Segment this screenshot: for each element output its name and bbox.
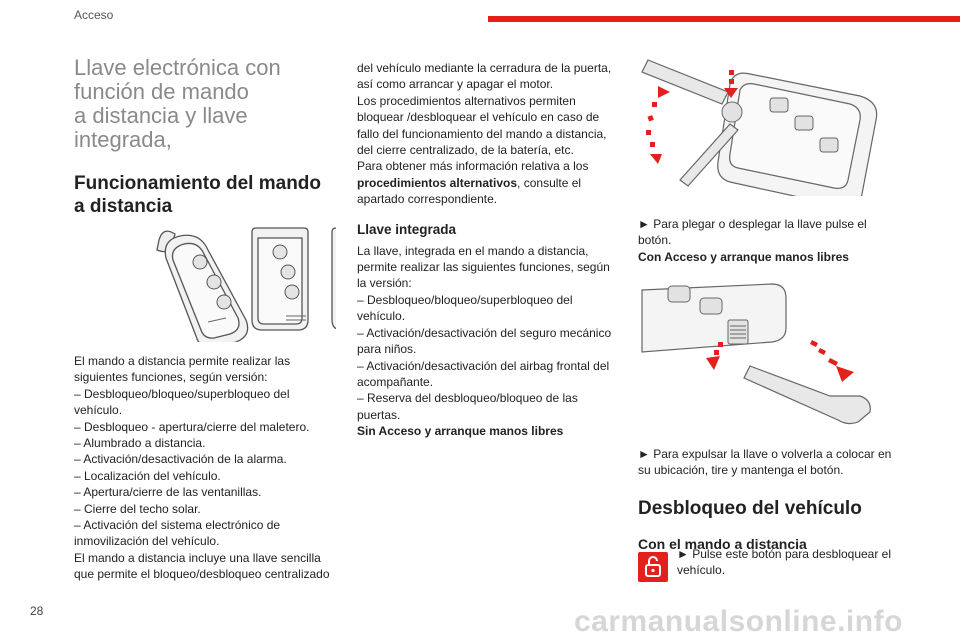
text-line: – Activación/desactivación de la alarma. (74, 452, 287, 467)
remote-keys-illustration (80, 222, 336, 342)
text-line: – Desbloqueo/bloqueo/superbloqueo del (74, 386, 290, 401)
open-padlock-icon (638, 552, 668, 582)
remote-functions-text (74, 353, 344, 583)
text-line: – Cierre del techo solar. (74, 501, 201, 516)
bold-subheading: Con Acceso y arranque manos libres (638, 249, 849, 264)
column-2 (357, 60, 619, 440)
text-line: ► Para plegar o desplegar la llave pulse el (638, 217, 867, 231)
paragraph (677, 546, 917, 579)
text-line: su ubicación, tire y mantenga el botón. (638, 463, 844, 478)
text-line: que permite el bloqueo/desbloqueo centralizado (74, 567, 330, 582)
text-line: Para obtener más información relativa a los (357, 159, 589, 174)
bold-term: procedimientos alternativos (357, 175, 518, 190)
paragraph (638, 446, 908, 479)
text-line: vehículo. (357, 309, 406, 324)
heading-line: a distancia (74, 196, 173, 217)
section-heading-unlock: Desbloqueo del vehículo (638, 497, 862, 519)
text-line: permite realizar las siguientes funciones, según (357, 260, 610, 275)
text-line: vehículo. (677, 563, 726, 578)
text-line: la versión: (357, 276, 412, 291)
page-number: 28 (30, 604, 44, 618)
step-eject-key (638, 446, 908, 552)
text-line: – Activación/desactivación del airbag frontal del (357, 358, 610, 373)
section-heading-integrated-key: Llave integrada (357, 221, 457, 237)
text-fragment: , consulte el (517, 175, 582, 190)
text-line: – Reserva del desbloqueo/bloqueo de las (357, 391, 578, 406)
text-line: para niños. (357, 342, 417, 357)
text-line: – Activación del sistema electrónico de (74, 518, 281, 533)
text-line: La llave, integrada en el mando a distancia, (357, 243, 589, 258)
text-line: puertas. (357, 407, 401, 422)
paragraph (74, 353, 344, 583)
paragraph (638, 216, 908, 265)
text-line: – Desbloqueo/bloqueo/superbloqueo del (357, 292, 573, 307)
section-heading-remote (74, 172, 336, 218)
unlock-icon (638, 552, 668, 582)
folding-key-illustration (640, 56, 890, 196)
text-line: ► Pulse este botón para desbloquear el (677, 547, 892, 561)
text-line: – Desbloqueo - apertura/cierre del maletero. (74, 419, 310, 434)
text-line: inmovilización del vehículo. (74, 534, 220, 549)
text-line: botón. (638, 233, 672, 248)
text-line: acompañante. (357, 374, 434, 389)
text-line: – Alumbrado a distancia. (74, 436, 206, 451)
text-line: ► Para expulsar la llave o volverla a colocar en (638, 447, 892, 461)
title-line: a distancia y llave (74, 103, 248, 128)
text-line: del vehículo mediante la cerradura de la puerta, (357, 61, 612, 75)
text-line: siguientes funciones, según versión: (74, 370, 268, 385)
text-line (357, 175, 619, 191)
text-line: del cierre centralizado, de la batería, etc. (357, 143, 574, 158)
text-line: – Apertura/cierre de las ventanillas. (74, 485, 262, 500)
text-line: – Localización del vehículo. (74, 468, 221, 483)
step-fold-key (638, 216, 908, 265)
heading-line: Funcionamiento del mando (74, 173, 322, 194)
title-line: Llave electrónica con (74, 55, 281, 80)
text-line: así como arrancar y apagar el motor. (357, 77, 554, 92)
header-section: Acceso (74, 8, 114, 22)
paragraph (357, 243, 619, 440)
title-line: integrada, (74, 127, 172, 152)
text-line: fallo del funcionamiento del mando a distancia, (357, 126, 607, 141)
text-line: apartado correspondiente. (357, 192, 498, 207)
text-line: Los procedimientos alternativos permiten (357, 93, 576, 108)
step-unlock (677, 546, 917, 579)
title-line: función de mando (74, 79, 249, 104)
eject-key-illustration (640, 280, 890, 430)
text-line: El mando a distancia permite realizar las (74, 354, 291, 368)
subheading-remote: Con el mando a distancia (638, 535, 807, 552)
page-title (74, 56, 336, 152)
text-line: bloquear /desbloquear el vehículo en caso de (357, 110, 600, 125)
text-line: vehículo. (74, 403, 123, 418)
column-1 (74, 56, 336, 218)
bold-subheading: Sin Acceso y arranque manos libres (357, 424, 564, 439)
text-line: El mando a distancia incluye una llave sencilla (74, 550, 321, 565)
paragraph (357, 60, 619, 208)
watermark: carmanualsonline.info (574, 605, 903, 638)
header-accent-bar (488, 16, 960, 22)
text-line: – Activación/desactivación del seguro mecánico (357, 325, 612, 340)
